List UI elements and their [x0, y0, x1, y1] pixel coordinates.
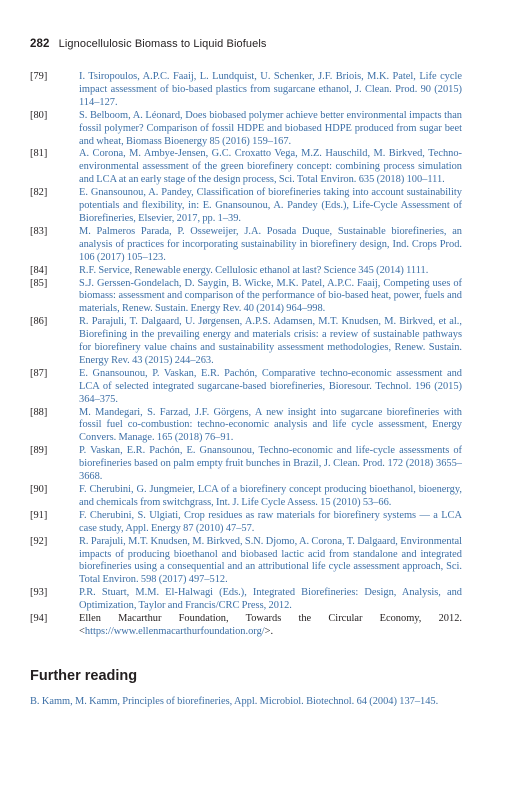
reference-number: [82]	[30, 187, 48, 199]
reference-item[interactable]	[30, 265, 462, 278]
reference-item[interactable]	[30, 187, 462, 226]
reference-text[interactable]: E. Gnansounou, A. Pandey, Classification of biorefineries taking into account sustainability potentials and flexibility, in: E. Gnansounou, A. Pandey (Eds.), Life-Cycle Assessment of Biorefineries, Elsevier, 2017, pp. 1–39.	[79, 187, 462, 224]
reference-item[interactable]	[30, 226, 462, 265]
running-header	[30, 38, 266, 50]
reference-text[interactable]: M. Mandegari, S. Farzad, J.F. Görgens, A new insight into sugarcane biorefineries with fossil fuel co-combustion: techno-economic analysis and life cycle assessment, Energy Convers. Manage. 165 (2018) 76–91.	[79, 406, 462, 444]
reference-text[interactable]: A. Corona, M. Ambye-Jensen, G.C. Croxatto Vega, M.Z. Hauschild, M. Birkved, Techno-environmental assessment of the green biorefinery concept: combining process simulation and LCA at an early stage of the design process, Sci. Total Environ. 635 (2018) 100–111.	[79, 148, 462, 186]
running-title: Lignocellulosic Biomass to Liquid Biofuels	[58, 38, 267, 50]
reference-text[interactable]: P. Vaskan, E.R. Pachón, E. Gnansounou, Techno-economic and life-cycle assessments of biorefineries based on palm empty fruit bunches in Brazil, J. Clean. Prod. 172 (2018) 3655–3668.	[79, 445, 462, 483]
reference-item[interactable]	[30, 316, 462, 368]
page-number: 282	[30, 38, 50, 50]
reference-number: [93]	[30, 587, 48, 599]
reference-url-close: >.	[264, 625, 274, 637]
reference-item	[30, 613, 462, 639]
reference-item[interactable]	[30, 536, 462, 588]
reference-item[interactable]	[30, 368, 462, 407]
reference-number: [83]	[30, 225, 48, 237]
reference-number: [91]	[30, 509, 48, 521]
reference-text[interactable]: S. Belboom, A. Léonard, Does biobased polymer achieve better environmental impacts than fossil polymer? Comparison of fossil HDPE and biobased HDPE produced from sugar beet and wheat, Biomass Bioenergy 85 (2016) 159–167.	[79, 109, 462, 147]
reference-item[interactable]	[30, 510, 462, 536]
reference-text[interactable]: E. Gnansounou, P. Vaskan, E.R. Pachón, Comparative techno-economic assessment and LCA of selected integrated sugarcane-based biorefineries, Bioresour. Technol. 196 (2015) 364–375.	[79, 367, 462, 405]
reference-item[interactable]	[30, 71, 462, 110]
further-reading-item[interactable]: B. Kamm, M. Kamm, Principles of biorefineries, Appl. Microbiol. Biotechnol. 64 (2004) 137–145.	[30, 696, 439, 707]
reference-text[interactable]: P.R. Stuart, M.M. El-Halwagi (Eds.), Integrated Biorefineries: Design, Analysis, and Optimization, Taylor and Francis/CRC Press, 2012.	[79, 587, 462, 612]
reference-list	[30, 71, 462, 639]
reference-item[interactable]	[30, 148, 462, 187]
reference-text[interactable]: S.J. Gerssen-Gondelach, D. Saygin, B. Wicke, M.K. Patel, A.P.C. Faaij, Competing uses of biomass: assessment and comparison of the performance of bio-based heat, power, fuels and materials, Renew. Sustain. Energy Rev. 40 (2014) 964–998.	[79, 277, 462, 315]
reference-text: Ellen Macarthur Foundation, Towards the Circular Economy, 2012. <	[79, 613, 462, 637]
reference-number: [89]	[30, 445, 48, 457]
reference-item[interactable]	[30, 278, 462, 317]
reference-text[interactable]: M. Palmeros Parada, P. Osseweijer, J.A. Posada Duque, Sustainable biorefineries, an analysis of practices for incorporating sustainability in biorefinery design, Ind. Crops Prod. 106 (2017) 105–123.	[79, 225, 462, 263]
reference-number: [90]	[30, 484, 48, 495]
reference-item[interactable]	[30, 110, 462, 149]
reference-number: [86]	[30, 316, 48, 328]
further-reading-heading: Further reading	[30, 668, 138, 684]
reference-text[interactable]: R.F. Service, Renewable energy. Cellulosic ethanol at last? Science 345 (2014) 1111.	[79, 264, 429, 276]
reference-item[interactable]	[30, 407, 462, 446]
reference-number: [79]	[30, 71, 48, 82]
reference-item[interactable]	[30, 445, 462, 484]
reference-text[interactable]: R. Parajuli, M.T. Knudsen, M. Birkved, S.N. Djomo, A. Corona, T. Dalgaard, Environmental impacts of producing bioethanol and biobased lactic acid from standalone and integrated biorefineries using a consequential and an attributional life cycle assessment approach, Sci. Total Environ. 598 (2017) 497–512.	[79, 535, 462, 586]
reference-number: [84]	[30, 264, 48, 276]
reference-text[interactable]: I. Tsiropoulos, A.P.C. Faaij, L. Lundquist, U. Schenker, J.F. Briois, M.K. Patel, Life cycle impact assessment of bio-based plastics from sugarcane ethanol, J. Clean. Prod. 90 (2015) 114–127.	[79, 71, 462, 108]
reference-number: [87]	[30, 367, 48, 379]
reference-number: [92]	[30, 535, 48, 547]
reference-number: [94]	[30, 613, 48, 625]
reference-item[interactable]	[30, 484, 462, 510]
reference-number: [81]	[30, 148, 48, 160]
reference-item[interactable]	[30, 587, 462, 613]
reference-url-link[interactable]: https://www.ellenmacarthurfoundation.org/	[84, 625, 265, 637]
reference-number: [85]	[30, 277, 48, 289]
reference-text[interactable]: F. Cherubini, G. Jungmeier, LCA of a biorefinery concept producing bioethanol, bioenergy, and chemicals from switchgrass, Int. J. Life Cycle Assess. 15 (2010) 53–66.	[79, 484, 462, 508]
reference-text[interactable]: R. Parajuli, T. Dalgaard, U. Jørgensen, A.P.S. Adamsen, M.T. Knudsen, M. Birkved, et al., Biorefining in the prevailing energy and materials crisis: a review of sustainable pathways for biorefinery value chains and sustainability assessment methodologies, Renew. Sustain. Energy Rev. 43 (2015) 244–263.	[79, 316, 462, 366]
reference-number: [80]	[30, 109, 48, 121]
reference-number: [88]	[30, 406, 48, 418]
reference-text[interactable]: F. Cherubini, S. Ulgiati, Crop residues as raw materials for biorefinery systems — a LCA case study, Appl. Energy 87 (2010) 47–57.	[79, 509, 462, 534]
